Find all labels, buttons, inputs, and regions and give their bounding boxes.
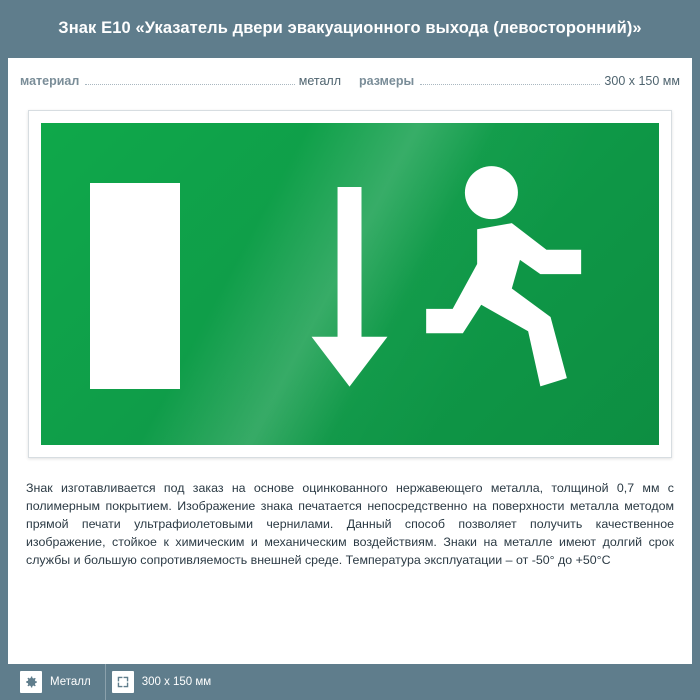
footer-material[interactable]	[14, 664, 105, 700]
footer-bar	[8, 664, 692, 700]
dot-leader	[85, 76, 294, 85]
sign-image-area	[8, 98, 692, 458]
footer-material-label: Металл	[50, 676, 91, 688]
header-bar	[8, 0, 692, 58]
footer-size-label: 300 x 150 мм	[141, 676, 212, 688]
product-description: Знак изготавливается под заказ на основе оцинкованного нержавеющего металла, толщиной 0,7 мм с полимерным покрытием. Изображение знака печатается непосредственно на поверхности металла методом прямой печати ультрафиолетовыми чернилами. Данный способ позволяет получить качественное изображение, стойкое к химическим и механическим воздействиям. Знаки на металле имеют долгий срок службы и большую сопротивляемость внешней среде. Температура эксплуатации – от -50° до +50°C	[26, 481, 674, 567]
down-arrow-icon	[297, 187, 402, 387]
footer-size[interactable]	[106, 664, 226, 700]
spec-dimensions	[341, 74, 680, 88]
evacuation-sign-image	[41, 123, 659, 445]
expand-icon	[112, 671, 134, 693]
running-man-icon	[418, 162, 622, 407]
spec-material	[20, 74, 341, 88]
spec-material-label: материал	[20, 74, 80, 88]
sign-frame	[28, 110, 672, 458]
page-title: Знак E10 «Указатель двери эвакуационного выхода (левосторонний)»	[58, 19, 642, 38]
spec-dimensions-value: 300 x 150 мм	[604, 74, 680, 88]
spec-dimensions-label: размеры	[359, 74, 415, 88]
specs-row	[8, 58, 692, 98]
door-shape	[90, 183, 180, 389]
gear-icon	[20, 671, 42, 693]
dot-leader	[420, 76, 600, 85]
spec-material-value: металл	[298, 74, 341, 88]
